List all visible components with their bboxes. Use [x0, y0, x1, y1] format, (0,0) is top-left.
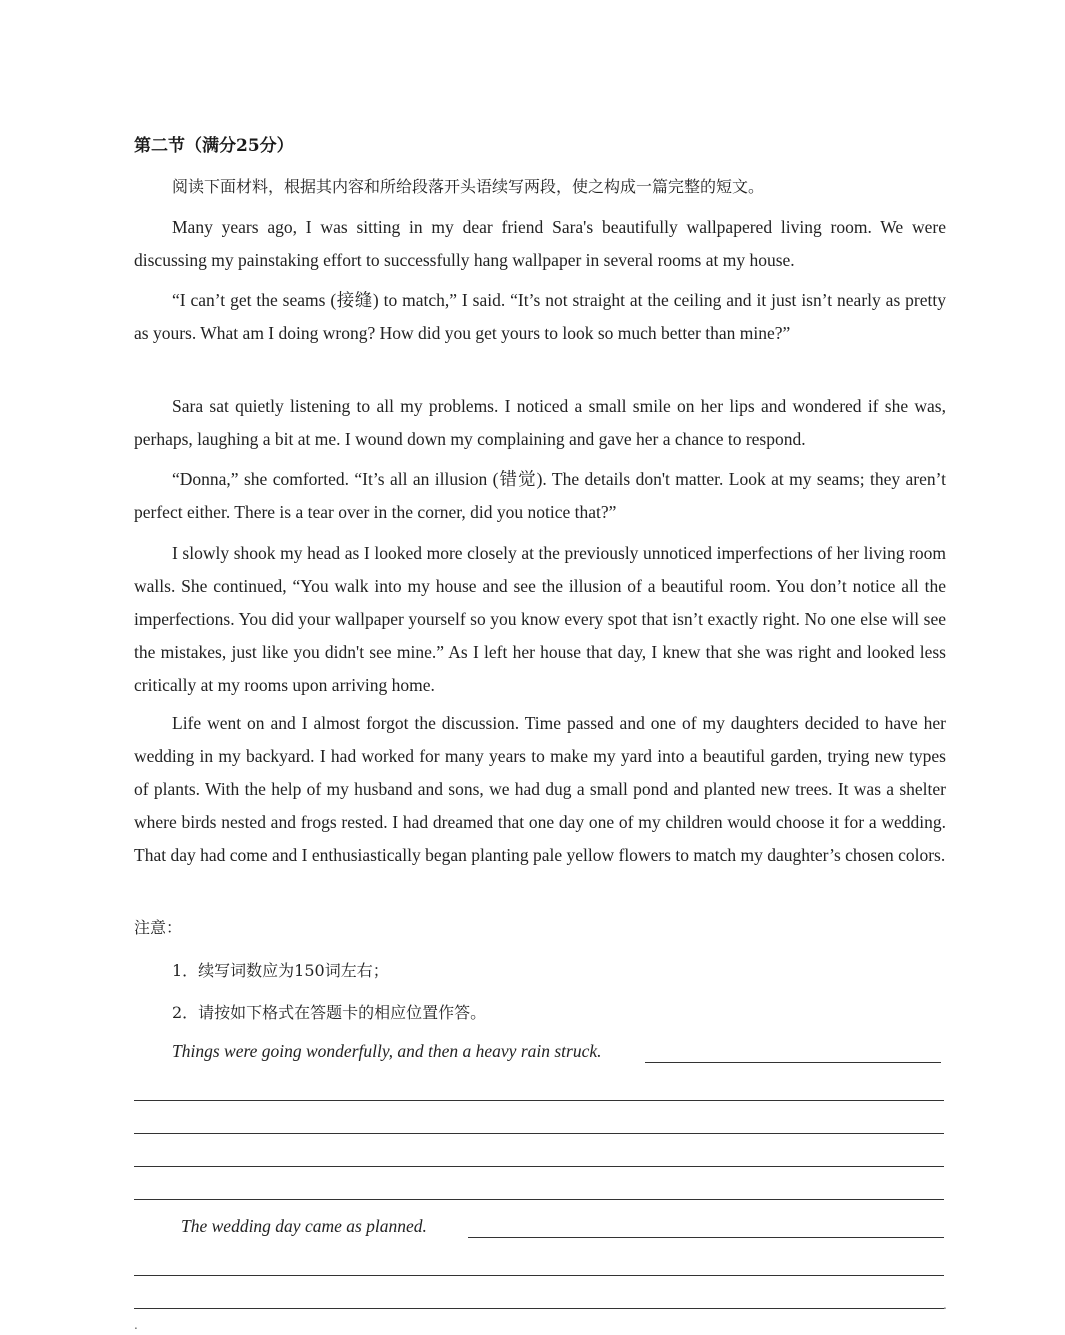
passage-paragraph-6: Life went on and I almost forgot the discussion. Time passed and one of my daughters decided to have her wedding in my backyard. I had worked for many years to make my yard into a beautiful garden, trying new types of plants. With the help of my husband and sons, we had dug a small pond and planted new trees. It was a shelter where birds nested and frogs rested. I had dreamed that one day one of my children would choose it for a wedding. That day had come and I enthusiastically began planting pale yellow flowers to match my daughter’s chosen colors. — [134, 713, 946, 865]
note-item-2: 2．请按如下格式在答题卡的相应位置作答。 — [172, 1003, 487, 1022]
answer-line[interactable] — [134, 1275, 944, 1276]
answer-line[interactable] — [645, 1062, 941, 1063]
answer-line[interactable] — [134, 1133, 944, 1134]
passage-paragraph-5: I slowly shook my head as I looked more closely at the previously unnoticed imperfections of her living room walls. She continued, “You walk into my house and see the illusion of a beautiful room. You don’t notice all the imperfections. You did your wallpaper yourself so you know every spot that isn’t exactly right. No one else will see the mistakes, just like you didn't see mine.” As I left her house that day, I knew that she was right and looked less critically at my rooms upon arriving home. — [134, 543, 946, 695]
bottom-mark: . — [134, 1318, 138, 1332]
note-item-1: 1．续写词数应为150词左右； — [172, 961, 389, 980]
answer-line[interactable] — [468, 1237, 944, 1238]
answer-line[interactable] — [134, 1100, 944, 1101]
passage-paragraph-1: Many years ago, I was sitting in my dear friend Sara's beautifully wallpapered living room. We were discussing my painstaking effort to successfully hang wallpaper in several rooms at my house. — [134, 217, 946, 270]
passage-paragraph-2: “I can’t get the seams (接缝) to match,” I said. “It’s not straight at the ceiling and it just isn’t nearly as pretty as yours. What am I doing wrong? How did you get yours to look so much better than mine?” — [134, 290, 946, 343]
instruction-text: 阅读下面材料，根据其内容和所给段落开头语续写两段，使之构成一篇完整的短文。 — [172, 177, 765, 196]
continuation-prompt-1: Things were going wonderfully, and then a heavy rain struck. — [172, 1041, 602, 1061]
passage-paragraph-3: Sara sat quietly listening to all my problems. I noticed a small smile on her lips and wondered if she was, perhaps, laughing a bit at me. I wound down my complaining and gave her a chance to respond. — [134, 396, 946, 449]
passage-paragraph-4: “Donna,” she comforted. “It’s all an illusion (错觉). The details don't matter. Look at my seams; they aren’t perfect either. There is a tear over in the corner, did you notice that?” — [134, 469, 946, 522]
notes-label: 注意： — [134, 918, 183, 937]
answer-line[interactable] — [134, 1199, 944, 1200]
section-title: 第二节（满分25分） — [134, 136, 294, 156]
continuation-prompt-2: The wedding day came as planned. — [181, 1216, 427, 1236]
line-end-mark: . — [943, 1298, 947, 1312]
answer-line[interactable] — [134, 1308, 944, 1309]
answer-line[interactable] — [134, 1166, 944, 1167]
